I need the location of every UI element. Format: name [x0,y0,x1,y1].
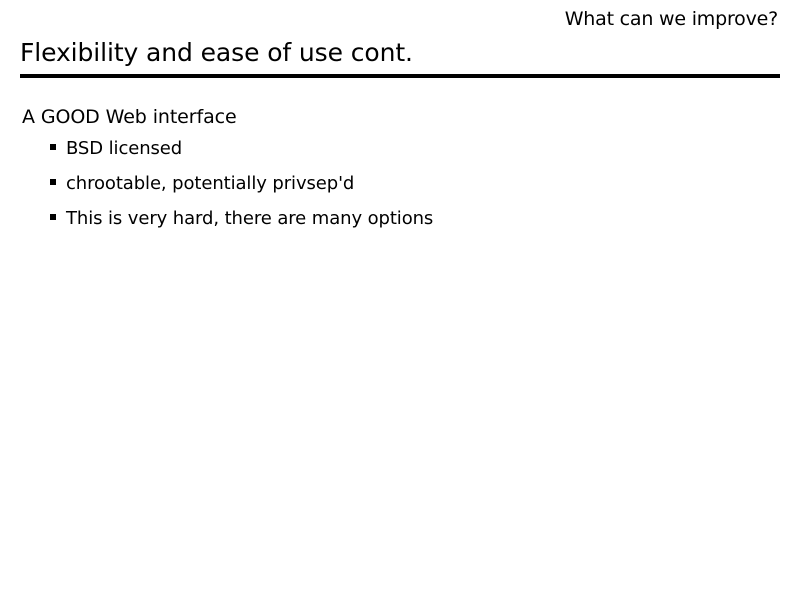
list-item [50,172,780,195]
list-item-label: chrootable, potentially privsep'd [66,173,355,195]
square-bullet-icon [50,144,56,150]
square-bullet-icon [50,179,56,185]
title-divider [20,74,780,78]
square-bullet-icon [50,214,56,220]
list-item-label: BSD licensed [66,137,183,159]
bullet-list [22,137,780,231]
slide-body [22,105,780,243]
list-item [50,137,780,160]
page-title: Flexibility and ease of use cont. [20,38,413,67]
list-item [50,207,780,230]
list-item-label: This is very hard, there are many options [66,208,434,230]
body-lead-text: A GOOD Web interface [22,106,237,128]
slide-eyebrow: What can we improve? [564,8,778,30]
